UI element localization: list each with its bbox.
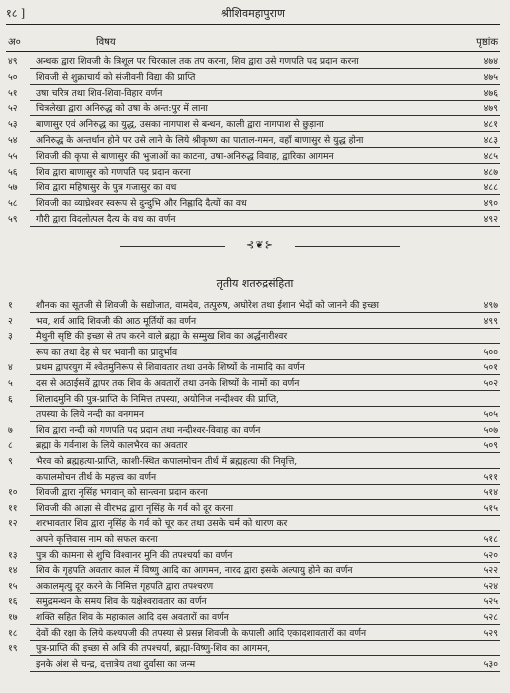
row-page: ४७४ xyxy=(483,56,498,67)
row-number: ५८ xyxy=(8,198,18,210)
table-row xyxy=(6,87,500,100)
row-number: ३ xyxy=(8,331,13,343)
row-subject: प्रथम द्वापरयुग में श्वेतमुनिरूप से शिवावतार तथा उनके शिष्यों के नामादि का वर्णन xyxy=(36,362,305,374)
table-row xyxy=(6,213,500,226)
row-subject: अनिरुद्ध के अन्तर्धान होने पर उसे लाने के लिये श्रीकृष्ण का पाताल-गमन, वहाँ बाणासुर से युद्ध होना xyxy=(36,135,364,146)
row-divider xyxy=(30,515,500,516)
serial-heading: अ० xyxy=(8,37,21,48)
row-divider xyxy=(30,671,500,672)
row-page: ५३० xyxy=(483,658,498,670)
row-number: १२ xyxy=(8,518,18,530)
row-subject: गौरी द्वारा विदलोत्पल दैत्य के वध का वर्णन xyxy=(36,214,176,225)
header-rule xyxy=(6,24,500,25)
table-row xyxy=(6,361,500,374)
table-row xyxy=(6,71,500,84)
row-divider xyxy=(30,68,500,69)
row-page: ४८१ xyxy=(483,119,498,131)
table-row xyxy=(6,377,500,390)
table-row xyxy=(6,330,500,343)
row-subject: शिवजी द्वारा नृसिंह भगवान्‌ को सान्त्वना प्रदान करना xyxy=(36,487,208,499)
row-page: ५१८ xyxy=(483,534,498,545)
row-subject: उषा चरित्र तथा शिव-शिवा-विहार वर्णन xyxy=(36,87,163,99)
row-subject: देवों की रक्षा के लिये कश्यपजी की तपस्या से प्रसन्न शिवजी के कपाली आदि एकादशावतारों का वर्णन xyxy=(36,627,367,639)
table-row xyxy=(6,595,500,608)
table-row xyxy=(6,150,500,163)
table-row xyxy=(6,393,500,406)
row-divider xyxy=(30,437,500,438)
row-number: १० xyxy=(8,487,18,499)
table-row xyxy=(6,166,500,179)
row-divider xyxy=(30,147,500,148)
row-number: ७ xyxy=(8,424,13,436)
row-page: ५२९ xyxy=(483,627,498,639)
row-subject: शिवजी का व्याघ्रेश्वर स्वरूप से दुन्दुभि और निह्लादि दैत्यों का वध xyxy=(36,198,247,210)
row-number: ५१ xyxy=(8,87,18,99)
row-subject: शिव द्वारा बाणासुर को गणपति पद प्रदान करना xyxy=(36,166,191,178)
row-divider xyxy=(30,100,500,101)
table-row xyxy=(6,642,500,655)
row-page: ५०२ xyxy=(483,378,498,389)
row-subject: शिवजी की कृपा से बाणासुर की भुजाओं का काटना, उषा-अनिरुद्ध विवाह, द्वारिका आगमन xyxy=(36,150,334,162)
table-row xyxy=(6,611,500,624)
section-title: तृतीय शतरुद्रसंहिता xyxy=(216,277,294,290)
section-ornament: ⊰❦⊱ xyxy=(245,240,275,251)
row-page: ५१५ xyxy=(483,502,498,514)
row-divider xyxy=(30,163,500,164)
table-row xyxy=(6,658,500,671)
page-header xyxy=(6,6,500,22)
row-number: ९ xyxy=(8,456,13,467)
row-page: ४९२ xyxy=(483,214,498,225)
table-row xyxy=(6,439,500,452)
row-subject: तपस्या के लिये नन्दी का वनगमन xyxy=(36,409,144,421)
row-subject: शौनक का सूतजी से शिवजी के सद्योजात, वामदेव, तत्पुरुष, अघोरेश तथा ईशान भेदों को जानने की इच्छा xyxy=(36,300,380,311)
row-subject: ब्रह्मा के गर्वनाश के लिये कालभैरव का अवतार xyxy=(36,440,188,452)
row-page: ४९७ xyxy=(483,300,498,311)
page-heading: पृष्ठांक xyxy=(476,37,498,48)
row-page: ५२५ xyxy=(483,596,498,608)
row-page: ४७६ xyxy=(483,87,498,99)
row-subject: शिवजी से शुक्राचार्य को संजीवनी विद्या की प्राप्ति xyxy=(36,71,196,83)
row-subject: दस से अठाईसवें द्वापर तक शिव के अवतारों तथा उनके शिष्यों के नामों का वर्णन xyxy=(36,378,300,389)
row-number: ११ xyxy=(8,502,18,514)
row-divider xyxy=(30,84,500,85)
row-number: १५ xyxy=(8,580,18,592)
table-row xyxy=(6,549,500,562)
row-divider xyxy=(30,593,500,594)
row-page: ४९९ xyxy=(483,315,498,327)
row-divider xyxy=(30,328,500,329)
row-subject: समुद्रमन्थन के समय शिव के यक्षेश्वरावतार का वर्णन xyxy=(36,596,207,608)
table-row xyxy=(6,102,500,115)
row-subject: बाणासुर एवं अनिरुद्ध का युद्ध, उसका नागपाश से बन्धन, काली द्वारा नागपाश से छुड़ाना xyxy=(36,119,324,131)
table-row xyxy=(6,564,500,577)
row-page: ५०७ xyxy=(483,424,498,436)
row-number: ८ xyxy=(8,440,13,452)
row-divider xyxy=(30,210,500,211)
row-divider xyxy=(30,484,500,485)
row-subject: शक्ति सहित शिव के महाकाल आदि दस अवतारों का वर्णन xyxy=(36,612,229,623)
table-row xyxy=(6,471,500,484)
row-number: १९ xyxy=(8,643,18,655)
row-divider xyxy=(30,390,500,391)
row-number: ५७ xyxy=(8,182,18,194)
row-divider xyxy=(30,546,500,547)
column-header xyxy=(6,34,500,48)
row-subject: रूप का तथा देह से घर भवानी का प्रादुर्भाव xyxy=(36,346,178,358)
row-divider xyxy=(30,194,500,195)
row-number: ५३ xyxy=(8,119,18,131)
row-divider xyxy=(30,312,500,313)
row-number: ५४ xyxy=(8,135,18,146)
row-subject: अन्धक द्वारा शिवजी के त्रिशूल पर चिरकाल तक तप करना, शिव द्वारा उसे गणपति पद प्रदान करना xyxy=(36,56,359,67)
row-page: ५२० xyxy=(483,549,498,561)
row-page: ४९० xyxy=(483,198,498,210)
row-divider xyxy=(30,452,500,453)
row-subject: कपालमोचन तीर्थ के महत्त्व का वर्णन xyxy=(36,471,157,483)
row-divider xyxy=(30,226,500,227)
row-page: ५१४ xyxy=(483,487,498,499)
table-row xyxy=(6,580,500,593)
row-number: ६ xyxy=(8,393,13,405)
ornament-line-left xyxy=(120,246,225,247)
table-row xyxy=(6,517,500,530)
row-subject: अपने कृत्तिवास नाम को सफल करना xyxy=(36,534,158,545)
row-page: ५११ xyxy=(483,471,498,483)
row-subject: भैरव को ब्रह्महत्या-प्राप्ति, काशी-स्थित कपालमोचन तीर्थ में ब्रह्महत्या की निवृत्ति, xyxy=(36,456,298,467)
row-subject: पुत्र की कामना से शुचि विश्वानर मुनि की तपश्चर्या का वर्णन xyxy=(36,549,233,561)
row-page: ४८८ xyxy=(483,182,498,194)
row-subject: शिव द्वारा नन्दी को गणपति पद प्रदान तथा नन्दीश्वर-विवाह का वर्णन xyxy=(36,424,261,436)
row-subject: मैथुनी सृष्टि की इच्छा से तप करने वाले ब्रह्मा के सम्मुख शिव का अर्द्धनारीश्वर xyxy=(36,331,288,343)
row-subject: अकालमृत्यु दूर करने के निमित्त गृहपति द्वारा तपश्चरण xyxy=(36,580,214,592)
row-page: ५२२ xyxy=(483,565,498,577)
row-divider xyxy=(30,468,500,469)
row-number: ५० xyxy=(8,71,18,83)
table-row xyxy=(6,502,500,515)
table-row xyxy=(6,315,500,328)
row-subject: शिव द्वारा महिषासुर के पुत्र गजासुर का वध xyxy=(36,182,177,194)
row-divider xyxy=(30,530,500,531)
ornament-line-right xyxy=(295,246,400,247)
row-subject: शरभावतार शिव द्वारा नृसिंह के गर्व को चूर कर तथा उसके चर्म को धारण कर xyxy=(36,518,288,530)
row-subject: शिव के गृहपति अवतार काल में विष्णु आदि का आगमन, नारद द्वारा इसके अल्पायु होने का वर्णन xyxy=(36,565,353,577)
table-row xyxy=(6,299,500,312)
row-number: १६ xyxy=(8,596,18,608)
row-divider xyxy=(30,359,500,360)
row-divider xyxy=(30,374,500,375)
row-divider xyxy=(30,640,500,641)
row-page: ४८५ xyxy=(483,150,498,162)
row-page: ५२४ xyxy=(483,580,498,592)
row-divider xyxy=(30,655,500,656)
row-subject: शिलादमुनि की पुत्र-प्राप्ति के निमित्त तपस्या, अयोनिज नन्दीश्वर की प्राप्ति, xyxy=(36,393,280,405)
table-row xyxy=(6,346,500,359)
row-number: ५९ xyxy=(8,214,18,225)
row-page: ५०० xyxy=(483,346,498,358)
row-divider xyxy=(30,179,500,180)
table-row xyxy=(6,486,500,499)
row-page: ४७९ xyxy=(483,103,498,115)
row-divider xyxy=(30,608,500,609)
row-number: ५२ xyxy=(8,103,18,115)
row-number: १ xyxy=(8,300,13,311)
table-row xyxy=(6,197,500,210)
row-number: ४९ xyxy=(8,56,18,67)
table-row xyxy=(6,408,500,421)
column-rule xyxy=(6,51,500,52)
subject-heading: विषय xyxy=(96,37,116,48)
table-row xyxy=(6,118,500,131)
row-divider xyxy=(30,499,500,500)
row-divider xyxy=(30,624,500,625)
row-subject: इनके अंश से चन्द्र, दत्तात्रेय तथा दुर्वासा का जन्म xyxy=(36,658,196,670)
table-row xyxy=(6,181,500,194)
row-number: ५६ xyxy=(8,166,18,178)
row-number: ४ xyxy=(8,362,13,374)
table-row xyxy=(6,455,500,468)
page-number: १८ ] xyxy=(6,7,26,20)
row-divider xyxy=(30,115,500,116)
table-row xyxy=(6,533,500,546)
table-row xyxy=(6,424,500,437)
table-row xyxy=(6,627,500,640)
book-title: श्रीशिवमहापुराण xyxy=(221,7,285,20)
row-page: ४८३ xyxy=(483,135,498,146)
row-page: ४८७ xyxy=(483,166,498,178)
row-page: ५२८ xyxy=(483,612,498,623)
row-divider xyxy=(30,562,500,563)
row-divider xyxy=(30,406,500,407)
row-divider xyxy=(30,343,500,344)
row-page: ५०९ xyxy=(483,440,498,452)
row-number: १४ xyxy=(8,565,18,577)
row-number: १८ xyxy=(8,627,18,639)
row-subject: भव, शर्व आदि शिवजी की आठ मूर्तियों का वर्णन xyxy=(36,315,197,327)
row-number: १३ xyxy=(8,549,18,561)
row-divider xyxy=(30,131,500,132)
row-number: ५ xyxy=(8,378,13,389)
row-subject: चित्रलेखा द्वारा अनिरुद्ध को उषा के अन्त:पुर में लाना xyxy=(36,103,208,115)
row-divider xyxy=(30,577,500,578)
row-page: ४७५ xyxy=(483,71,498,83)
row-subject: शिवजी की आज्ञा से वीरभद्र द्वारा नृसिंह के गर्व को दूर करना xyxy=(36,502,234,514)
row-subject: पुत्र-प्राप्ति की इच्छा से अत्रि की तपश्चर्या, ब्रह्मा-विष्णु-शिव का आगमन, xyxy=(36,643,271,655)
row-number: ५५ xyxy=(8,150,18,162)
table-row xyxy=(6,134,500,147)
row-page: ५०१ xyxy=(483,362,498,374)
row-number: २ xyxy=(8,315,13,327)
row-divider xyxy=(30,421,500,422)
table-row xyxy=(6,55,500,68)
row-number: १७ xyxy=(8,612,18,623)
row-page: ५०५ xyxy=(483,409,498,421)
